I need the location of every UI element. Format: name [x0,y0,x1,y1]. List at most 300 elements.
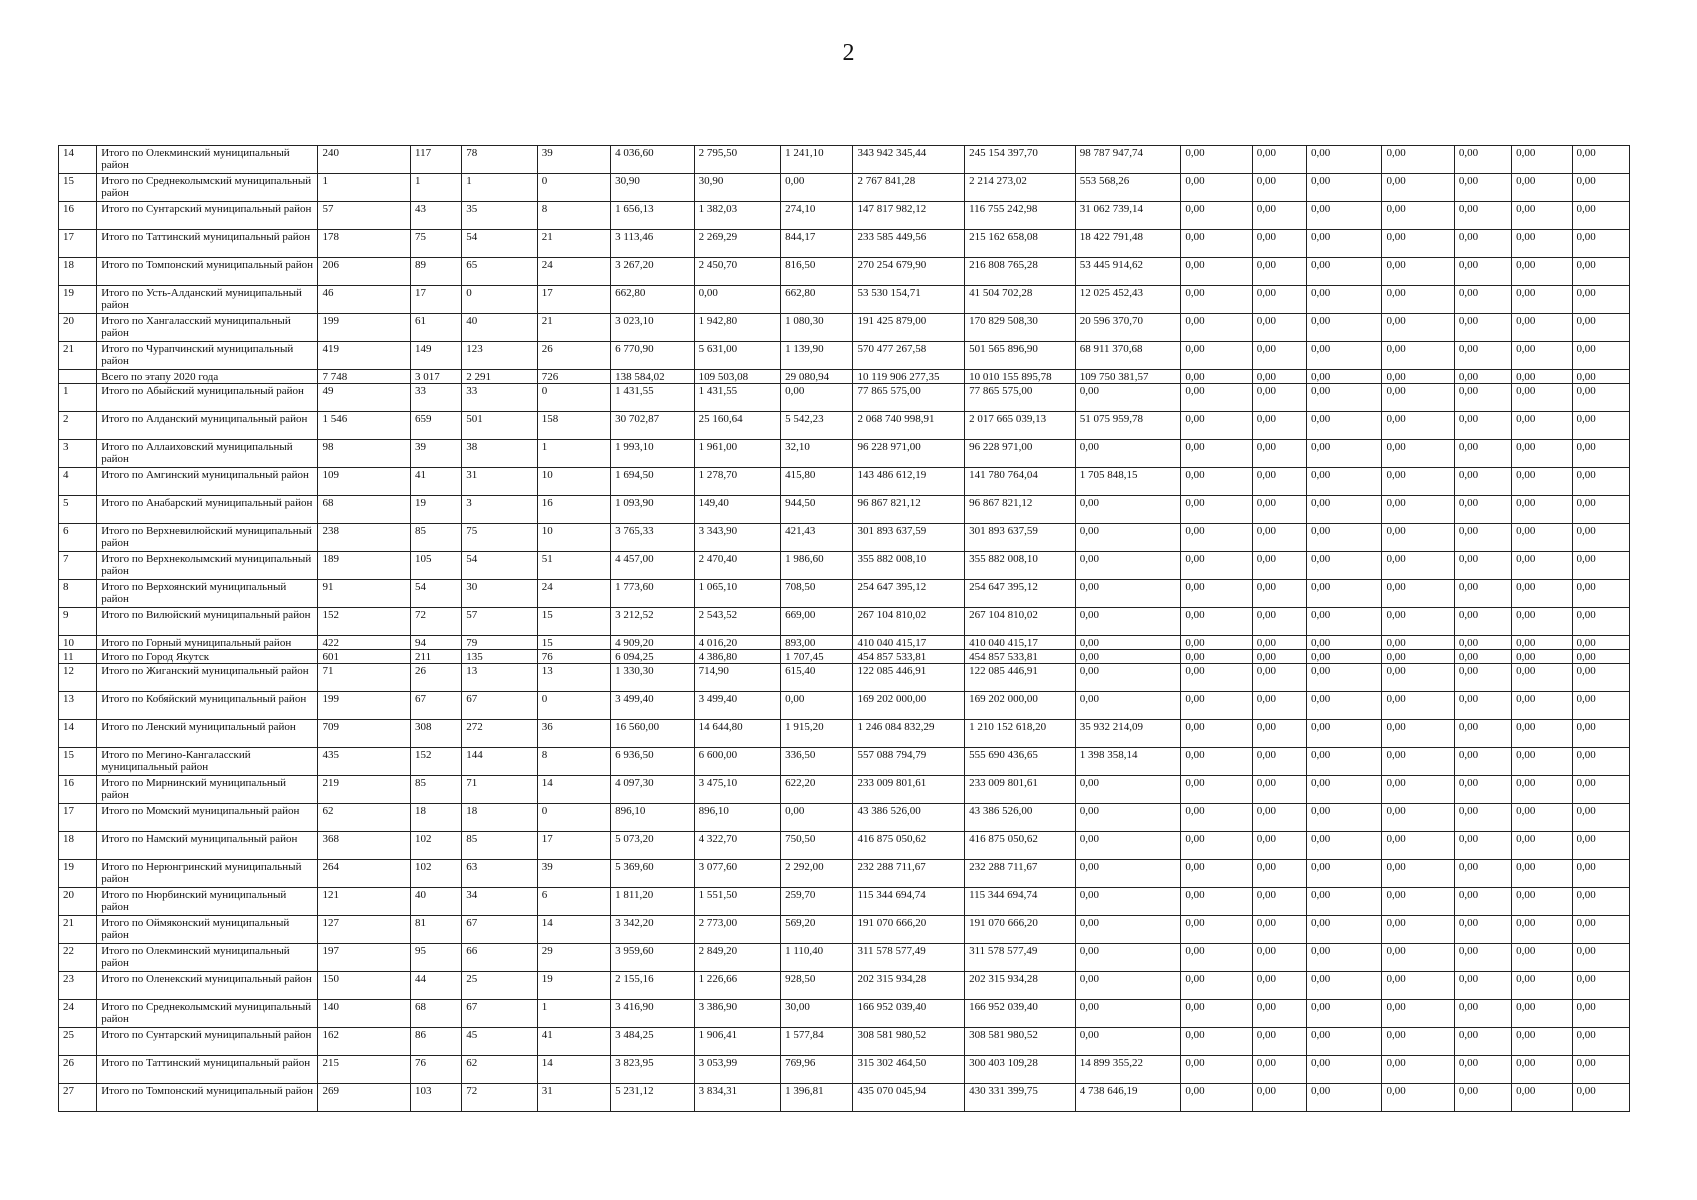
value-cell: 54 [462,552,537,580]
value-cell: 0,00 [1252,776,1306,804]
value-cell: 0,00 [1572,174,1629,202]
value-cell: 49 [318,384,411,412]
value-cell: 2 470,40 [694,552,780,580]
value-cell: 0,00 [1382,524,1454,552]
value-cell: 189 [318,552,411,580]
table-row [59,202,1630,230]
value-cell: 0,00 [1572,916,1629,944]
value-cell: 4 457,00 [611,552,694,580]
value-cell: 62 [462,1056,537,1084]
value-cell: 61 [411,314,462,342]
value-cell: 40 [411,888,462,916]
value-cell: 66 [462,944,537,972]
municipality-name-cell: Итого по Олекминский муниципальный район [97,146,318,174]
value-cell: 2 269,29 [694,230,780,258]
value-cell: 0,00 [1572,370,1629,384]
value-cell: 24 [537,258,610,286]
value-cell: 170 829 508,30 [965,314,1076,342]
value-cell: 109 [318,468,411,496]
value-cell: 3 077,60 [694,860,780,888]
value-cell: 0,00 [1454,496,1511,524]
value-cell: 0,00 [1382,776,1454,804]
value-cell: 44 [411,972,462,1000]
municipality-name-cell: Итого по Жиганский муниципальный район [97,664,318,692]
value-cell: 570 477 267,58 [853,342,965,370]
value-cell: 0,00 [1252,888,1306,916]
value-cell: 30,90 [694,174,780,202]
value-cell: 199 [318,692,411,720]
value-cell: 0,00 [1075,944,1181,972]
value-cell: 0,00 [1512,524,1572,552]
value-cell: 31 [537,1084,610,1112]
value-cell: 0,00 [1075,804,1181,832]
value-cell: 0,00 [1307,1084,1382,1112]
value-cell: 0,00 [1512,230,1572,258]
value-cell: 0,00 [1382,202,1454,230]
value-cell: 0,00 [1572,944,1629,972]
value-cell: 0,00 [1181,314,1252,342]
row-number-cell: 15 [59,748,97,776]
value-cell: 238 [318,524,411,552]
value-cell: 416 875 050,62 [853,832,965,860]
value-cell: 0,00 [1181,1000,1252,1028]
value-cell: 17 [411,286,462,314]
value-cell: 102 [411,832,462,860]
row-number-cell: 18 [59,258,97,286]
table-row [59,524,1630,552]
value-cell: 30,90 [611,174,694,202]
value-cell: 0,00 [1382,412,1454,440]
value-cell: 0,00 [1181,608,1252,636]
value-cell: 240 [318,146,411,174]
value-cell: 3 416,90 [611,1000,694,1028]
value-cell: 0,00 [1512,692,1572,720]
value-cell: 0,00 [1382,916,1454,944]
value-cell: 0,00 [1382,1056,1454,1084]
value-cell: 94 [411,636,462,650]
value-cell: 0,00 [1572,286,1629,314]
value-cell: 2 543,52 [694,608,780,636]
value-cell: 31 [462,468,537,496]
value-cell: 10 010 155 895,78 [965,370,1076,384]
municipality-name-cell: Итого по Ленский муниципальный район [97,720,318,748]
value-cell: 422 [318,636,411,650]
value-cell: 0,00 [1075,832,1181,860]
value-cell: 0,00 [1512,888,1572,916]
value-cell: 0,00 [1252,944,1306,972]
value-cell: 138 584,02 [611,370,694,384]
value-cell: 91 [318,580,411,608]
value-cell: 115 344 694,74 [853,888,965,916]
value-cell: 0,00 [1572,692,1629,720]
value-cell: 43 386 526,00 [965,804,1076,832]
value-cell: 0,00 [1512,1056,1572,1084]
value-cell: 0,00 [1572,1084,1629,1112]
value-cell: 0,00 [1382,258,1454,286]
value-cell: 105 [411,552,462,580]
row-number-cell: 13 [59,692,97,720]
value-cell: 14 [537,1056,610,1084]
row-number-cell: 17 [59,230,97,258]
value-cell: 0,00 [1382,1000,1454,1028]
value-cell: 191 070 666,20 [853,916,965,944]
value-cell: 215 [318,1056,411,1084]
value-cell: 4 016,20 [694,636,780,650]
value-cell: 0,00 [1454,1000,1511,1028]
value-cell: 0,00 [1382,580,1454,608]
value-cell: 601 [318,650,411,664]
value-cell: 3 484,25 [611,1028,694,1056]
value-cell: 43 386 526,00 [853,804,965,832]
value-cell: 0,00 [1572,384,1629,412]
value-cell: 2 767 841,28 [853,174,965,202]
value-cell: 63 [462,860,537,888]
value-cell: 57 [318,202,411,230]
value-cell: 76 [537,650,610,664]
value-cell: 68 [318,496,411,524]
row-number-cell: 8 [59,580,97,608]
value-cell: 0,00 [1512,608,1572,636]
value-cell: 0,00 [1382,650,1454,664]
value-cell: 0,00 [1181,230,1252,258]
value-cell: 3 823,95 [611,1056,694,1084]
value-cell: 245 154 397,70 [965,146,1076,174]
value-cell: 1 431,55 [694,384,780,412]
value-cell: 25 [462,972,537,1000]
value-cell: 0,00 [1307,888,1382,916]
value-cell: 355 882 008,10 [853,552,965,580]
table-row [59,748,1630,776]
value-cell: 0,00 [1181,888,1252,916]
row-number-cell: 19 [59,286,97,314]
value-cell: 3 959,60 [611,944,694,972]
value-cell: 0,00 [1382,468,1454,496]
value-cell: 0,00 [1181,286,1252,314]
value-cell: 0,00 [1252,650,1306,664]
value-cell: 0,00 [1454,384,1511,412]
table-row [59,384,1630,412]
value-cell: 233 009 801,61 [965,776,1076,804]
value-cell: 0,00 [1454,748,1511,776]
row-number-cell: 20 [59,888,97,916]
value-cell: 0,00 [1181,804,1252,832]
value-cell: 78 [462,146,537,174]
value-cell: 5 073,20 [611,832,694,860]
value-cell: 410 040 415,17 [965,636,1076,650]
value-cell: 0 [537,692,610,720]
value-cell: 103 [411,1084,462,1112]
row-number-cell: 10 [59,636,97,650]
value-cell: 0,00 [1181,636,1252,650]
value-cell: 0,00 [1454,286,1511,314]
value-cell: 3 499,40 [611,692,694,720]
row-number-cell: 23 [59,972,97,1000]
value-cell: 1 811,20 [611,888,694,916]
value-cell: 750,50 [781,832,853,860]
value-cell: 135 [462,650,537,664]
value-cell: 0,00 [1181,496,1252,524]
row-number-cell: 19 [59,860,97,888]
value-cell: 0,00 [1181,342,1252,370]
value-cell: 0,00 [1572,440,1629,468]
value-cell: 41 [537,1028,610,1056]
value-cell: 21 [537,230,610,258]
value-cell: 0,00 [1252,1056,1306,1084]
table-row [59,314,1630,342]
value-cell: 166 952 039,40 [853,1000,965,1028]
value-cell: 0,00 [1572,230,1629,258]
value-cell: 0,00 [1572,314,1629,342]
value-cell: 0,00 [1252,370,1306,384]
value-cell: 0,00 [1382,496,1454,524]
value-cell: 0,00 [1572,804,1629,832]
value-cell: 0,00 [1454,174,1511,202]
table-row [59,1084,1630,1112]
value-cell: 0,00 [1307,440,1382,468]
value-cell: 0,00 [1075,524,1181,552]
municipality-name-cell: Итого по Олекминский муниципальный район [97,944,318,972]
value-cell: 35 [462,202,537,230]
value-cell: 13 [462,664,537,692]
value-cell: 45 [462,1028,537,1056]
table-row [59,916,1630,944]
value-cell: 0,00 [1252,972,1306,1000]
value-cell: 0,00 [1181,202,1252,230]
value-cell: 0,00 [1454,1028,1511,1056]
value-cell: 0,00 [1454,1056,1511,1084]
value-cell: 254 647 395,12 [853,580,965,608]
value-cell: 96 867 821,12 [965,496,1076,524]
value-cell: 0,00 [1454,146,1511,174]
value-cell: 0,00 [1382,384,1454,412]
value-cell: 0,00 [1075,552,1181,580]
value-cell: 14 644,80 [694,720,780,748]
value-cell: 269 [318,1084,411,1112]
value-cell: 0,00 [1454,552,1511,580]
value-cell: 0,00 [1572,860,1629,888]
value-cell: 53 530 154,71 [853,286,965,314]
value-cell: 0,00 [1382,146,1454,174]
value-cell: 662,80 [781,286,853,314]
value-cell: 0,00 [1307,972,1382,1000]
row-number-cell: 5 [59,496,97,524]
value-cell: 3 386,90 [694,1000,780,1028]
value-cell: 0,00 [1252,202,1306,230]
value-cell: 54 [411,580,462,608]
value-cell: 454 857 533,81 [853,650,965,664]
table-row [59,174,1630,202]
value-cell: 0,00 [1181,916,1252,944]
value-cell: 85 [462,832,537,860]
value-cell: 0,00 [1252,412,1306,440]
value-cell: 30,00 [781,1000,853,1028]
value-cell: 72 [462,1084,537,1112]
value-cell: 5 369,60 [611,860,694,888]
value-cell: 1 656,13 [611,202,694,230]
value-cell: 0,00 [1512,286,1572,314]
table-row [59,468,1630,496]
value-cell: 0,00 [1382,314,1454,342]
value-cell: 1 382,03 [694,202,780,230]
value-cell: 0,00 [1454,804,1511,832]
municipality-name-cell: Итого по Мегино-Кангаласский муниципальный район [97,748,318,776]
value-cell: 0,00 [1512,776,1572,804]
value-cell: 122 085 446,91 [853,664,965,692]
value-cell: 0,00 [1252,1000,1306,1028]
value-cell: 76 [411,1056,462,1084]
value-cell: 944,50 [781,496,853,524]
value-cell: 0,00 [1252,524,1306,552]
value-cell: 4 097,30 [611,776,694,804]
value-cell: 0,00 [1454,524,1511,552]
value-cell: 150 [318,972,411,1000]
value-cell: 0,00 [1252,258,1306,286]
value-cell: 0,00 [1572,1028,1629,1056]
municipality-name-cell: Итого по Томпонский муниципальный район [97,1084,318,1112]
value-cell: 2 795,50 [694,146,780,174]
value-cell: 53 445 914,62 [1075,258,1181,286]
value-cell: 553 568,26 [1075,174,1181,202]
value-cell: 67 [462,692,537,720]
value-cell: 0,00 [1512,1028,1572,1056]
value-cell: 19 [537,972,610,1000]
value-cell: 0,00 [1512,342,1572,370]
value-cell: 0,00 [1382,552,1454,580]
value-cell: 0,00 [1454,832,1511,860]
value-cell: 14 [537,776,610,804]
value-cell: 0,00 [1454,342,1511,370]
value-cell: 0,00 [1075,580,1181,608]
value-cell: 259,70 [781,888,853,916]
value-cell: 143 486 612,19 [853,468,965,496]
value-cell: 708,50 [781,580,853,608]
value-cell: 1 993,10 [611,440,694,468]
value-cell: 109 503,08 [694,370,780,384]
value-cell: 0,00 [1382,1028,1454,1056]
value-cell: 0,00 [1252,314,1306,342]
value-cell: 0 [537,384,610,412]
row-number-cell: 15 [59,174,97,202]
value-cell: 415,80 [781,468,853,496]
value-cell: 0,00 [1382,944,1454,972]
value-cell: 0,00 [1252,552,1306,580]
value-cell: 0,00 [1181,552,1252,580]
value-cell: 0,00 [1181,776,1252,804]
value-cell: 0,00 [1512,146,1572,174]
municipality-name-cell: Итого по Вилюйский муниципальный район [97,608,318,636]
value-cell: 0 [462,286,537,314]
table-row [59,1000,1630,1028]
value-cell: 1 396,81 [781,1084,853,1112]
value-cell: 0,00 [1307,636,1382,650]
value-cell: 1 065,10 [694,580,780,608]
row-number-cell: 16 [59,776,97,804]
value-cell: 72 [411,608,462,636]
value-cell: 0,00 [1181,748,1252,776]
value-cell: 30 [462,580,537,608]
value-cell: 0,00 [1512,440,1572,468]
value-cell: 0,00 [1454,650,1511,664]
value-cell: 33 [411,384,462,412]
value-cell: 2 292,00 [781,860,853,888]
value-cell: 0,00 [1512,832,1572,860]
value-cell: 31 062 739,14 [1075,202,1181,230]
row-number-cell: 14 [59,720,97,748]
value-cell: 0,00 [1252,468,1306,496]
value-cell: 10 [537,468,610,496]
value-cell: 26 [537,342,610,370]
row-number-cell: 18 [59,832,97,860]
value-cell: 10 [537,524,610,552]
value-cell: 0,00 [1454,664,1511,692]
value-cell: 659 [411,412,462,440]
value-cell: 0,00 [1572,720,1629,748]
value-cell: 4 386,80 [694,650,780,664]
value-cell: 343 942 345,44 [853,146,965,174]
value-cell: 0,00 [1307,468,1382,496]
value-cell: 127 [318,916,411,944]
value-cell: 0,00 [1572,496,1629,524]
value-cell: 0,00 [1075,972,1181,1000]
value-cell: 5 231,12 [611,1084,694,1112]
value-cell: 336,50 [781,748,853,776]
value-cell: 355 882 008,10 [965,552,1076,580]
value-cell: 0,00 [1307,230,1382,258]
value-cell: 0,00 [1252,146,1306,174]
municipality-name-cell: Итого по Кобяйский муниципальный район [97,692,318,720]
municipality-name-cell: Итого по Томпонский муниципальный район [97,258,318,286]
municipality-name-cell: Итого по Хангаласский муниципальный район [97,314,318,342]
value-cell: 0,00 [1307,314,1382,342]
value-cell: 0,00 [1307,692,1382,720]
value-cell: 109 750 381,57 [1075,370,1181,384]
value-cell: 17 [537,832,610,860]
value-cell: 419 [318,342,411,370]
value-cell: 0,00 [1512,314,1572,342]
value-cell: 67 [462,1000,537,1028]
value-cell: 24 [537,580,610,608]
value-cell: 0,00 [1572,524,1629,552]
value-cell: 0,00 [1075,1028,1181,1056]
value-cell: 896,10 [611,804,694,832]
value-cell: 211 [411,650,462,664]
value-cell: 308 [411,720,462,748]
value-cell: 1 [462,174,537,202]
value-cell: 0,00 [1252,748,1306,776]
value-cell: 1 [411,174,462,202]
value-cell: 267 104 810,02 [853,608,965,636]
value-cell: 0,00 [781,174,853,202]
value-cell: 254 647 395,12 [965,580,1076,608]
value-cell: 46 [318,286,411,314]
value-cell: 19 [411,496,462,524]
table-row [59,636,1630,650]
value-cell: 202 315 934,28 [853,972,965,1000]
value-cell: 2 068 740 998,91 [853,412,965,440]
value-cell: 615,40 [781,664,853,692]
value-cell: 3 499,40 [694,692,780,720]
value-cell: 141 780 764,04 [965,468,1076,496]
value-cell: 75 [462,524,537,552]
value-cell: 0,00 [1512,202,1572,230]
value-cell: 0,00 [1454,608,1511,636]
municipality-name-cell: Итого по Нерюнгринский муниципальный район [97,860,318,888]
table-row [59,832,1630,860]
value-cell: 2 291 [462,370,537,384]
value-cell: 147 817 982,12 [853,202,965,230]
value-cell: 13 [537,664,610,692]
municipality-name-cell: Итого по Момский муниципальный район [97,804,318,832]
